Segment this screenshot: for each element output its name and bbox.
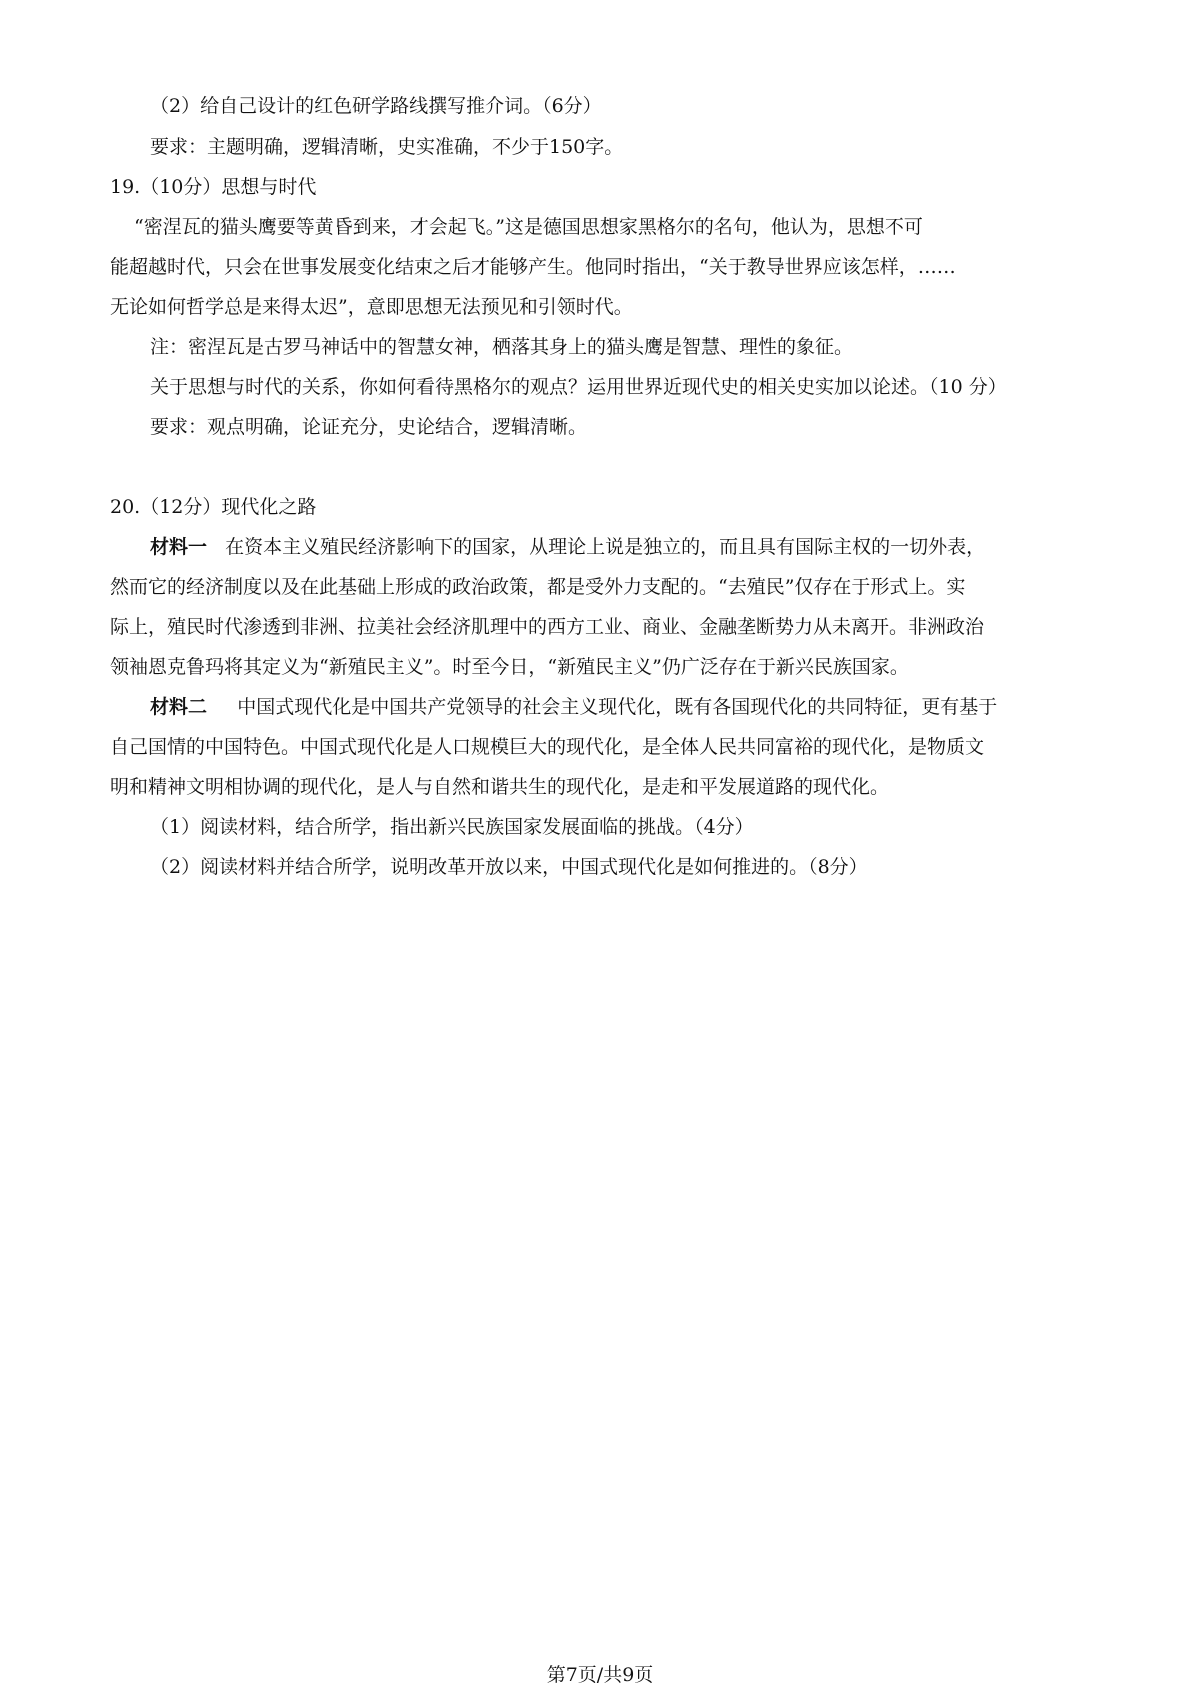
q19-paragraph-line1: “密涅瓦的猫头鹰要等黄昏到来，才会起飞。”这是德国思想家黑格尔的名句，他认为，思想不可 xyxy=(134,216,923,238)
material2-label: 材料二 xyxy=(150,696,208,718)
q20-material1-line3: 际上，殖民时代渗透到非洲、拉美社会经济肌理中的西方工业、商业、金融垄断势力从未离开。非洲政治 xyxy=(110,616,985,638)
q20-material1-line4: 领袖恩克鲁玛将其定义为“新殖民主义”。时至今日，“新殖民主义”仍广泛存在于新兴民族国家。 xyxy=(110,656,909,678)
q19-paragraph-line3: 无论如何哲学总是来得太迟”，意即思想无法预见和引领时代。 xyxy=(110,296,633,318)
q19-requirement: 要求：观点明确，论证充分，史论结合，逻辑清晰。 xyxy=(150,416,588,438)
q19-paragraph-line2: 能超越时代，只会在世事发展变化结束之后才能够产生。他同时指出，“关于教导世界应该怎样，…… xyxy=(110,256,956,278)
q18-requirement: 要求：主题明确，逻辑清晰，史实准确，不少于150字。 xyxy=(150,136,624,158)
q20-sub1: （1）阅读材料，结合所学，指出新兴民族国家发展面临的挑战。（4分） xyxy=(150,816,754,838)
material2-text: 中国式现代化是中国共产党领导的社会主义现代化，既有各国现代化的共同特征，更有基于 xyxy=(237,696,998,718)
q19-title: 19.（10分）思想与时代 xyxy=(110,176,317,198)
material1-text: 在资本主义殖民经济影响下的国家，从理论上说是独立的，而且具有国际主权的一切外表， xyxy=(225,536,986,558)
page-footer: 第7页/共9页 xyxy=(546,1664,654,1686)
q20-sub2: （2）阅读材料并结合所学，说明改革开放以来，中国式现代化是如何推进的。（8分） xyxy=(150,856,868,878)
q20-material2-line3: 明和精神文明相协调的现代化，是人与自然和谐共生的现代化，是走和平发展道路的现代化。 xyxy=(110,776,890,798)
q19-note: 注：密涅瓦是古罗马神话中的智慧女神，栖落其身上的猫头鹰是智慧、理性的象征。 xyxy=(150,336,854,358)
q20-material2-line2: 自己国情的中国特色。中国式现代化是人口规模巨大的现代化，是全体人民共同富裕的现代化，是物质文 xyxy=(110,736,985,758)
q20-material1-line2: 然而它的经济制度以及在此基础上形成的政治政策，都是受外力支配的。“去殖民”仅存在于形式上。实 xyxy=(110,576,966,598)
q19-question: 关于思想与时代的关系，你如何看待黑格尔的观点？运用世界近现代史的相关史实加以论述。（10 分） xyxy=(150,376,1007,398)
q20-material2-line1 xyxy=(150,694,997,720)
material1-label: 材料一 xyxy=(150,536,208,558)
q20-material1-line1 xyxy=(150,534,985,560)
q20-title: 20.（12分）现代化之路 xyxy=(110,496,317,518)
q18-sub2: （2）给自己设计的红色研学路线撰写推介词。（6分） xyxy=(150,95,602,117)
